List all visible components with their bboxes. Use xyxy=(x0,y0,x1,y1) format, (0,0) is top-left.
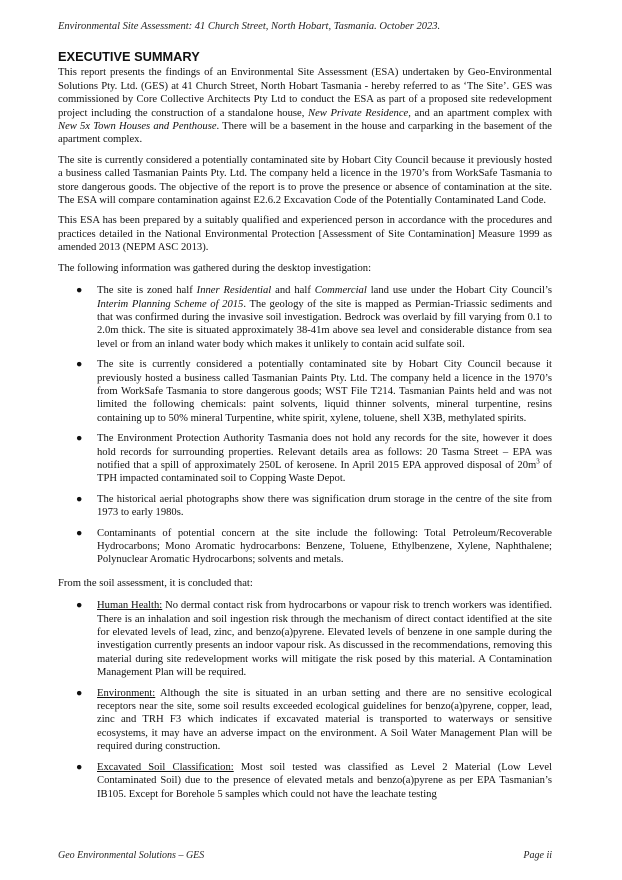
intro-paragraph xyxy=(58,66,552,146)
list-item-text: land use under the Hobart City Council’s xyxy=(366,285,552,297)
bullet-icon: ● xyxy=(76,433,83,445)
bullet-icon: ● xyxy=(76,687,83,699)
site-status-paragraph: The site is currently considered a potentially contaminated site by Hobart City Council because it previously hosted a business called Tasmanian Paints Pty. Ltd. The company held a licence in the 1970’s from WorkSafe Tasmania to store dangerous goods. The objective of the report is to prove the presence or absence of contamination at the site. The ESA will compare contamination against E2.6.2 Excavation Code of the Potentially Contaminated Land Code. xyxy=(58,154,552,207)
list-item-text: . The geology of the site is mapped as Permian-Triassic sediments and that was confirmed during the invasive soil investigation. Bedrock was overlaid by fill varying from 0.1 to 2.0m thick. The site is situated approximately 38-41m above sea level and considerable distance from sea level or from an inland water body which makes it unlikely to contain acid sulfate soil. xyxy=(97,298,552,350)
report-body xyxy=(58,50,552,809)
soil-intro-paragraph: From the soil assessment, it is concluded that: xyxy=(58,577,253,589)
intro-text-2: and an apartment complex with xyxy=(410,107,552,119)
human-health-label: Human Health: xyxy=(97,600,163,612)
list-item xyxy=(58,358,552,425)
list-item xyxy=(58,527,552,567)
list-item-text: and half xyxy=(271,285,315,297)
page-number: Page ii xyxy=(523,850,552,861)
list-item-text: of TPH impacted contaminated soil to Copping Waste Depot. xyxy=(97,459,552,485)
bullet-icon: ● xyxy=(76,761,83,773)
intro-text: This report presents the findings of an Environmental Site Assessment (ESA) undertaken by Geo-Environmental Solutions Pty. Ltd. (GES) at 41 Church Street, North Hobart Tasmania - hereby referred to as ‘The Site’. GES was commissioned by Core Collective Architects Pty Ltd to conduct the ESA as part of a proposed site redevelopment project including the construction of a standalone house, xyxy=(58,67,552,119)
list-item-text: The historical aerial photographs show there was signification drum storage in the centre of the site from 1973 to early 1980s. xyxy=(97,493,552,519)
soil-conclusions-list xyxy=(58,599,552,801)
bullet-icon: ● xyxy=(76,600,83,612)
bullet-icon: ● xyxy=(76,527,83,539)
list-item xyxy=(58,284,552,351)
list-item xyxy=(58,599,552,679)
list-item-text: The Environment Protection Authority Tasmania does not hold any records for the site, however it does hold records for surrounding properties. Relevant details area as follows: 20 Tasma Street – EPA was notified that a spill of approximately 250L of kerosene. In April 2015 EPA approved disposal of 20m xyxy=(97,433,552,471)
zoning-residential: Inner Residential xyxy=(196,285,272,297)
list-item xyxy=(58,493,552,520)
list-item xyxy=(58,687,552,754)
desktop-intro-paragraph: The following information was gathered during the desktop investigation: xyxy=(58,262,372,274)
running-header: Environmental Site Assessment: 41 Church Street, North Hobart, Tasmania. October 2023. xyxy=(58,21,441,32)
planning-scheme-name: Interim Planning Scheme of 2015 xyxy=(97,298,244,310)
intro-residence-name: New Private Residence, xyxy=(308,107,411,119)
list-item-text: Although the site is situated in an urban setting and there are no sensitive ecological receptors near the site, some soil results exceeded ecological guidelines for benzo(a)pyrene, copper, lead, zinc and TRH F3 which indicates if excavated material is transported to waterways or sensitive ecosystems, it may have an adverse impact on the environment. A Soil Water Management Plan will be required during construction. xyxy=(97,687,552,753)
bullet-icon: ● xyxy=(76,285,83,297)
list-item xyxy=(58,761,552,801)
list-item-text: No dermal contact risk from hydrocarbons or vapour risk to trench workers was identified. There is an inhalation and soil ingestion risk through the mechanism of direct contact identified at the site for elevated levels of lead, zinc, and benzo(a)pyrene. Elevated levels of benzene in one sample during the investigation currently presents an indoor vapour risk. As discussed in the recommendations, removing this material during site redevelopment works will mitigate the risk posed by this material. A Contamination Management Plan will be required. xyxy=(97,600,552,679)
desktop-findings-list xyxy=(58,284,552,567)
intro-townhouses-name: New 5x Town Houses and Penthouse xyxy=(58,121,217,133)
bullet-icon: ● xyxy=(76,493,83,505)
zoning-commercial: Commercial xyxy=(314,285,367,297)
list-item xyxy=(58,432,552,486)
intro-text-3: . There will be a basement in the house and carparking in the basement of the apartment complex. xyxy=(58,121,552,146)
environment-label: Environment: xyxy=(97,687,156,699)
footer-company: Geo Environmental Solutions – GES xyxy=(58,850,205,861)
nepm-paragraph: This ESA has been prepared by a suitably qualified and experienced person in accordance with the procedures and practices detailed in the National Environmental Protection [Assessment of Site Contamination] Measure 1999 as amended 2013 (NEPM ASC 2013). xyxy=(58,215,552,254)
section-title: EXECUTIVE SUMMARY xyxy=(58,49,200,64)
list-item-text: The site is zoned half xyxy=(97,285,197,297)
list-item-text: Contaminants of potential concern at the site include the following: Total Petroleum/Recoverable Hydrocarbons; Mono Aromatic hydrocarbons: Benzene, Toluene, Ethylbenzene, Xylene, Naphthalene; Polynuclear Aromatic Hydrocarbons; solvents and metals. xyxy=(97,527,552,566)
list-item-text: The site is currently considered a potentially contaminated site by Hobart City Council because it previously hosted a business called Tasmanian Paints Pty. Ltd. The company held a licence in the 1970’s from WorkSafe Tasmania to store dangerous goods; WST File T214. Tasmanian Paints held and was not limited the following chemicals: paint solvents, liquid thinner solvents, mineral turpentine, resins containing up to 50% mineral Turpentine, white spirit, xylene, toluene, shell X3B, methylated spirits. xyxy=(97,359,552,424)
bullet-icon: ● xyxy=(76,359,83,371)
superscript: 3 xyxy=(536,457,540,466)
soil-classification-label: Excavated Soil Classification: xyxy=(97,761,234,773)
list-item-text: Most soil tested was classified as Level 2 Material (Low Level Contaminated Soil) due to the presence of elevated metals and benzo(a)pyrene as per EPA Tasmanian’s IB105. Except for Borehole 5 samples which could not have the leachate testing xyxy=(97,761,552,800)
